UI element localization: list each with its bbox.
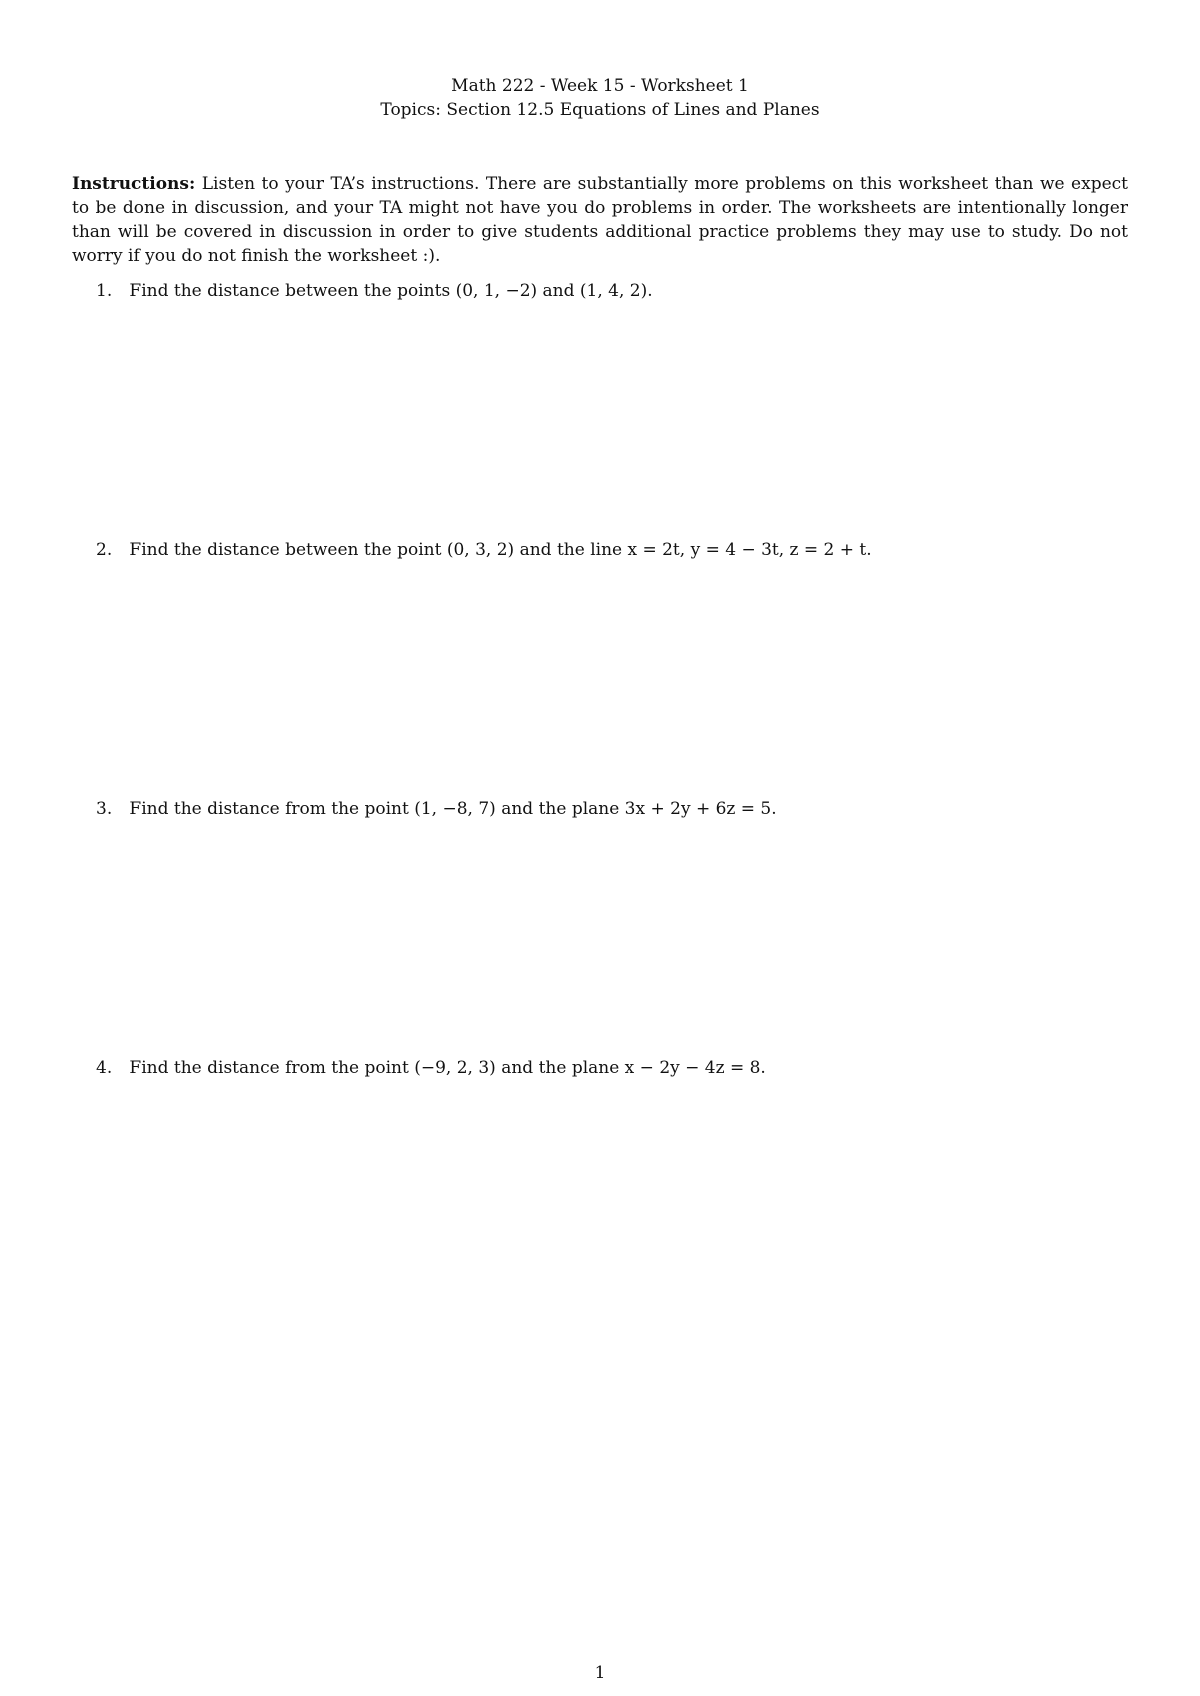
problem-text: Find the distance between the points (0, 1, −2) and (1, 4, 2). (129, 281, 653, 301)
problem-text: Find the distance from the point (1, −8, 7) and the plane 3x + 2y + 6z = 5. (129, 799, 777, 819)
problem-number: 2. (96, 540, 113, 560)
worksheet-topics: Topics: Section 12.5 Equations of Lines and Planes (380, 100, 820, 120)
worksheet-header (0, 74, 1200, 122)
problem-item-2 (96, 538, 1116, 562)
problem-number: 3. (96, 799, 113, 819)
instructions-paragraph (72, 172, 1128, 268)
problem-number: 1. (96, 281, 113, 301)
problem-item-4 (96, 1056, 1116, 1080)
problem-item-1 (96, 279, 1116, 303)
instructions-text: Listen to your TA’s instructions. There are substantially more problems on this worksheet than we expect to be done in discussion, and your TA might not have you do problems in order. The worksheets are intentionally longer than will be covered in discussion in order to give students additional practice problems they may use to study. Do not worry if you do not finish the worksheet :). (72, 174, 1128, 266)
page-number: 1 (594, 1663, 606, 1683)
problem-item-3 (96, 797, 1116, 821)
problem-text: Find the distance from the point (−9, 2, 3) and the plane x − 2y − 4z = 8. (129, 1058, 766, 1078)
problem-number: 4. (96, 1058, 113, 1078)
instructions-label: Instructions: (72, 174, 196, 194)
worksheet-title: Math 222 - Week 15 - Worksheet 1 (451, 76, 749, 96)
problem-text: Find the distance between the point (0, 3, 2) and the line x = 2t, y = 4 − 3t, z = 2 + t. (129, 540, 872, 560)
